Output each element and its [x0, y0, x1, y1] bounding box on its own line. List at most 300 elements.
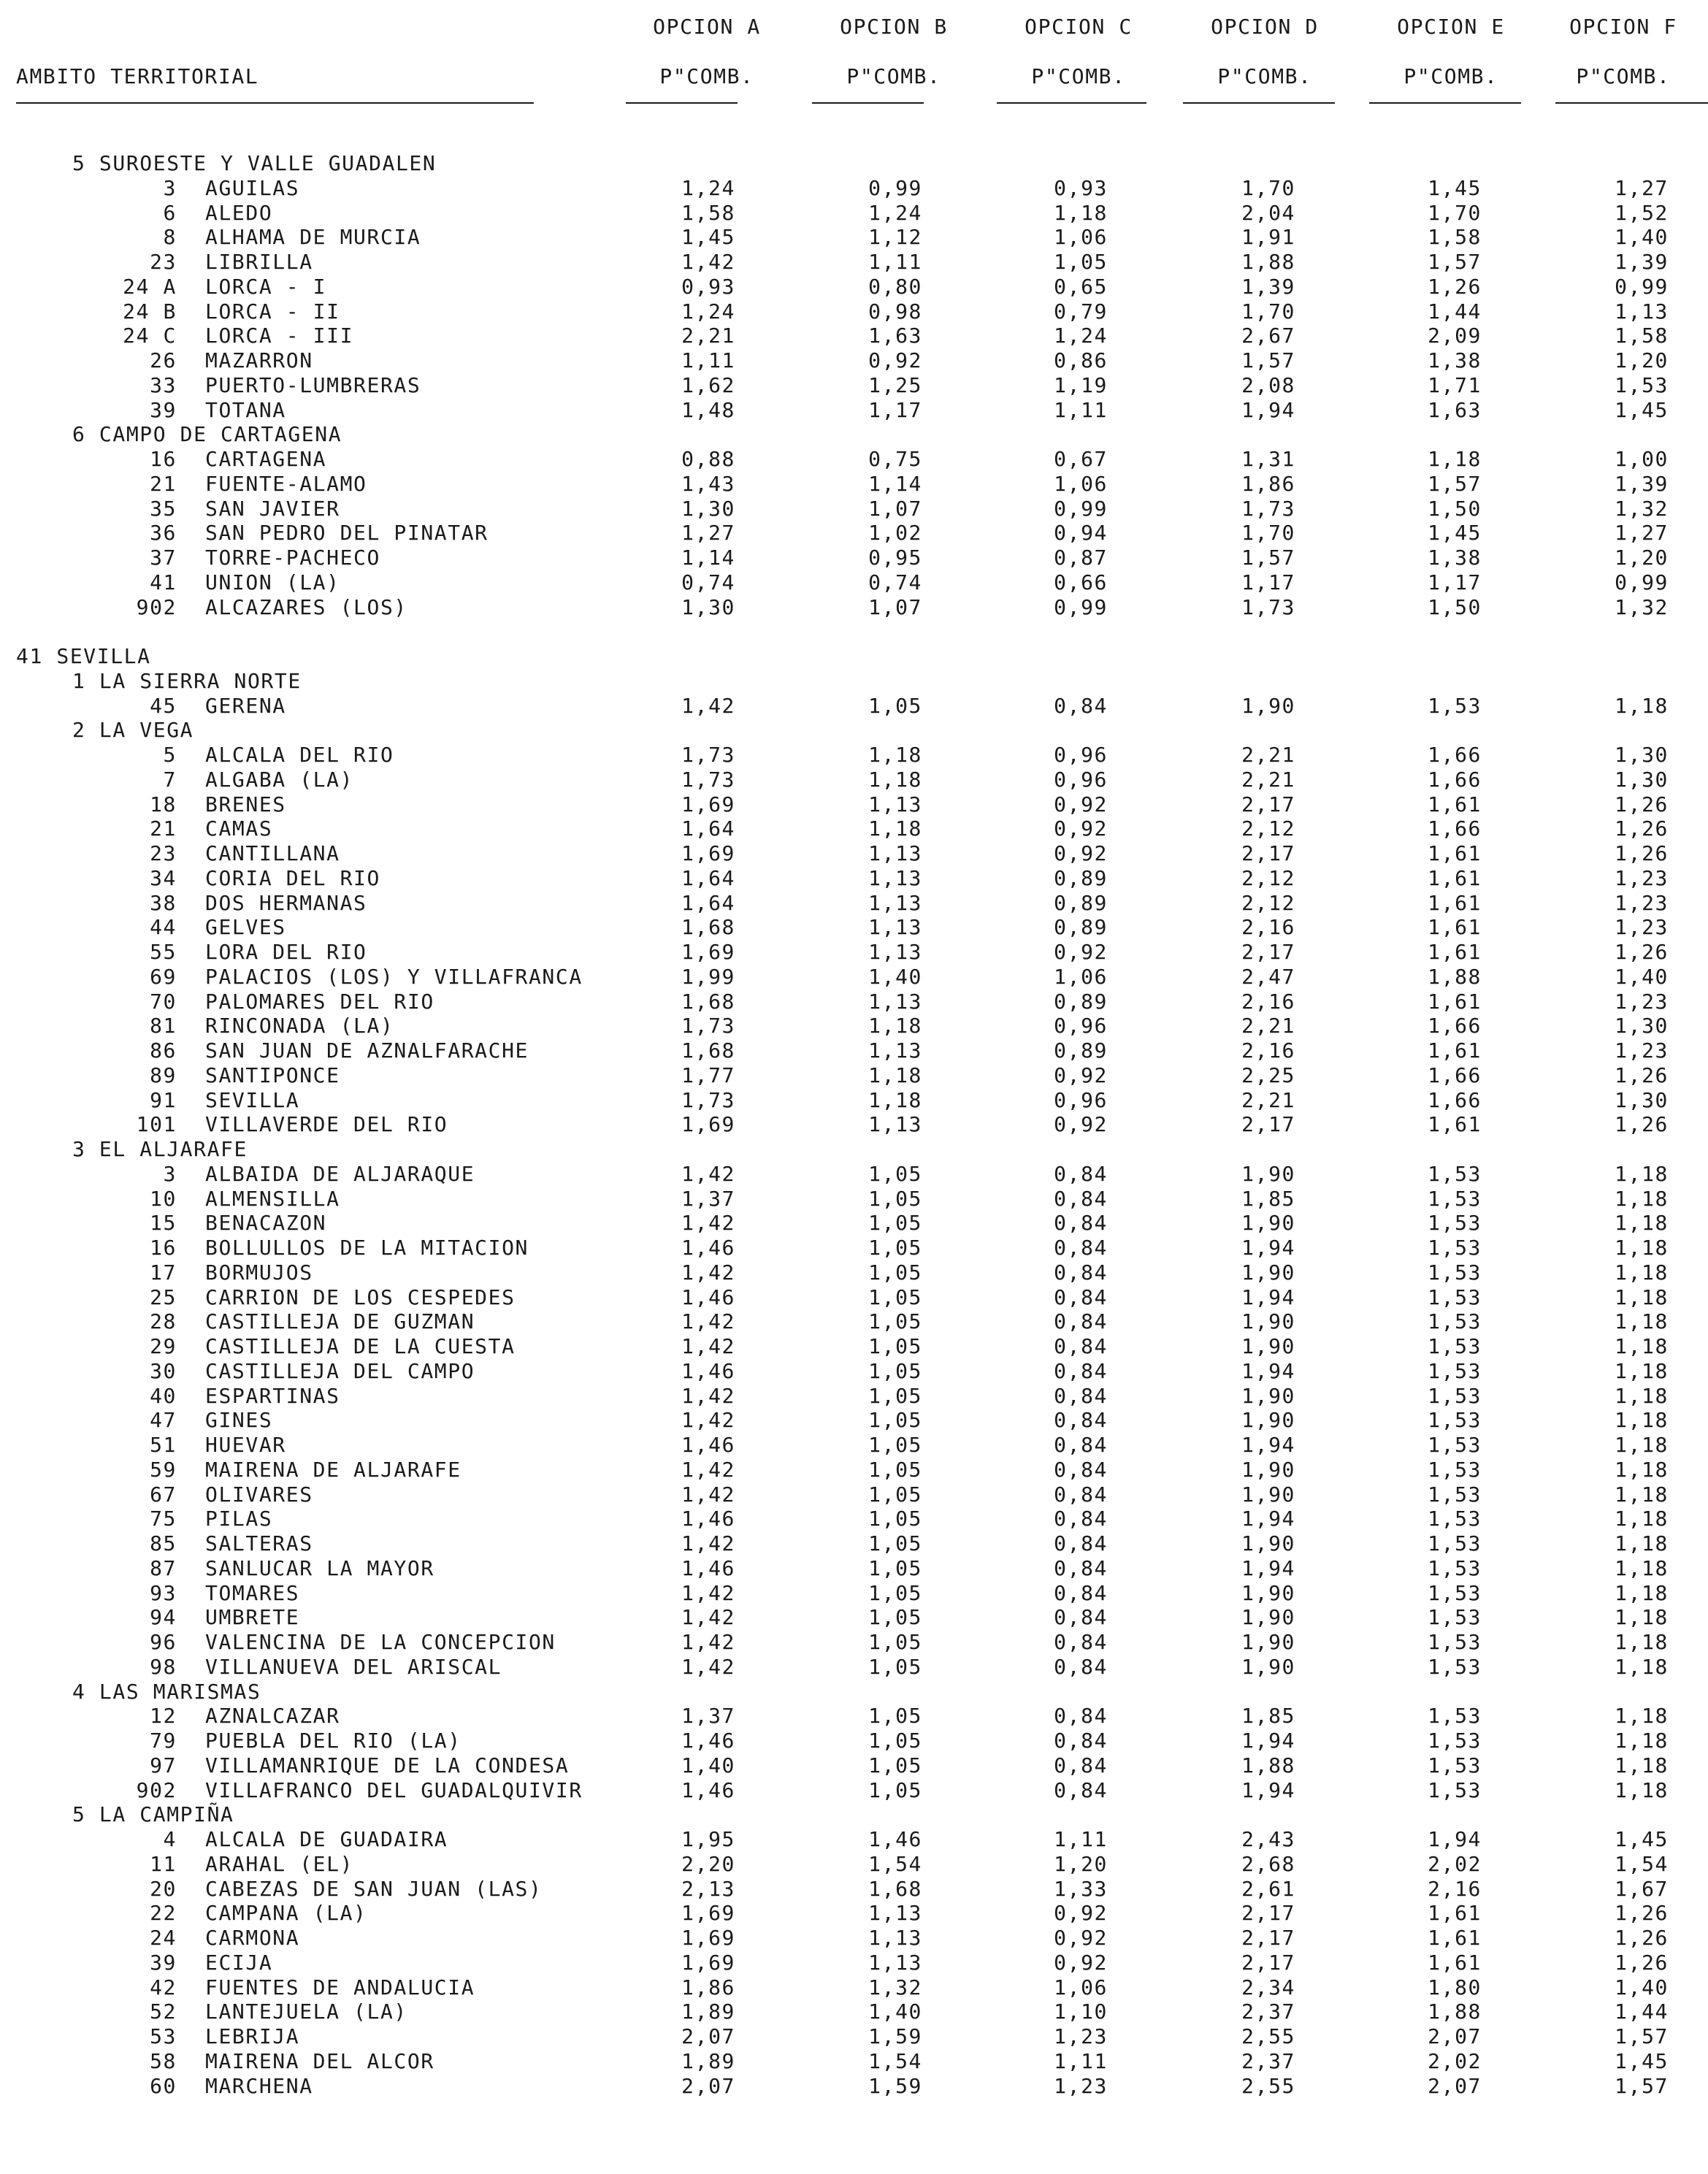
value-option-e: 1,17 — [1428, 570, 1482, 594]
municipality-code: 44 — [150, 915, 177, 939]
comarca-heading: 4 LAS MARISMAS — [72, 1680, 261, 1704]
value-option-f: 1,32 — [1615, 595, 1669, 619]
value-option-d: 2,21 — [1241, 1088, 1295, 1112]
municipality-name: PALOMARES DEL RIO — [205, 990, 434, 1014]
value-option-c: 0,99 — [1054, 595, 1108, 619]
value-option-e: 1,57 — [1428, 250, 1482, 274]
municipality-code: 24 A — [123, 275, 177, 299]
value-option-b: 1,05 — [868, 1531, 922, 1555]
municipality-name: ALCAZARES (LOS) — [205, 595, 407, 619]
value-option-c: 0,84 — [1054, 1384, 1108, 1408]
value-option-a: 1,42 — [681, 1334, 735, 1358]
value-option-e: 1,57 — [1428, 472, 1482, 496]
value-option-b: 1,13 — [868, 792, 922, 816]
value-option-a: 1,64 — [681, 866, 735, 890]
value-option-f: 1,26 — [1615, 1112, 1669, 1136]
value-option-f: 1,26 — [1615, 1951, 1669, 1975]
value-option-e: 1,53 — [1428, 1704, 1482, 1728]
value-option-d: 1,73 — [1241, 595, 1295, 619]
value-option-b: 1,05 — [868, 1630, 922, 1654]
value-option-d: 1,94 — [1241, 1359, 1295, 1383]
value-option-b: 0,98 — [868, 299, 922, 324]
value-option-c: 0,84 — [1054, 1458, 1108, 1482]
col-header-unit: P"COMB. — [1031, 64, 1126, 88]
value-option-c: 0,84 — [1054, 1630, 1108, 1654]
value-option-a: 1,86 — [681, 1975, 735, 1999]
value-option-a: 1,46 — [681, 1729, 735, 1753]
municipality-name: CAMPANA (LA) — [205, 1901, 367, 1925]
municipality-code: 24 C — [123, 324, 177, 348]
value-option-b: 1,25 — [868, 373, 922, 397]
municipality-name: RINCONADA (LA) — [205, 1014, 394, 1038]
value-option-f: 1,40 — [1615, 1975, 1669, 1999]
value-option-d: 1,91 — [1241, 225, 1295, 249]
value-option-c: 0,84 — [1054, 1162, 1108, 1186]
value-option-e: 1,61 — [1428, 1112, 1482, 1136]
value-option-a: 1,69 — [681, 940, 735, 964]
municipality-name: ALHAMA DE MURCIA — [205, 225, 421, 249]
header-divider — [1183, 102, 1335, 104]
value-option-e: 1,88 — [1428, 1999, 1482, 2024]
value-option-d: 1,90 — [1241, 1630, 1295, 1654]
municipality-code: 21 — [150, 816, 177, 841]
value-option-f: 1,57 — [1615, 2074, 1669, 2098]
value-option-f: 1,18 — [1615, 1531, 1669, 1555]
header-divider — [626, 102, 738, 104]
value-option-a: 1,42 — [681, 1581, 735, 1605]
municipality-name: ALMENSILLA — [205, 1187, 340, 1211]
municipality-code: 67 — [150, 1482, 177, 1507]
value-option-f: 1,18 — [1615, 1630, 1669, 1654]
municipality-code: 20 — [150, 1877, 177, 1901]
value-option-e: 1,53 — [1428, 1211, 1482, 1235]
value-option-b: 1,05 — [868, 1359, 922, 1383]
value-option-a: 1,68 — [681, 990, 735, 1014]
value-option-b: 1,05 — [868, 1507, 922, 1531]
value-option-b: 1,24 — [868, 201, 922, 225]
value-option-b: 1,05 — [868, 1334, 922, 1358]
value-option-d: 2,21 — [1241, 768, 1295, 792]
value-option-a: 1,43 — [681, 472, 735, 496]
value-option-d: 2,17 — [1241, 1926, 1295, 1950]
municipality-name: ARAHAL (EL) — [205, 1852, 354, 1876]
value-option-a: 1,73 — [681, 1014, 735, 1038]
value-option-d: 2,68 — [1241, 1852, 1295, 1876]
value-option-d: 2,55 — [1241, 2074, 1295, 2098]
municipality-name: CARMONA — [205, 1926, 300, 1950]
value-option-c: 0,66 — [1054, 570, 1108, 594]
municipality-name: CANTILLANA — [205, 841, 340, 865]
municipality-code: 23 — [150, 841, 177, 865]
municipality-code: 40 — [150, 1384, 177, 1408]
value-option-c: 0,65 — [1054, 275, 1108, 299]
municipality-name: TORRE-PACHECO — [205, 546, 380, 570]
municipality-name: BRENES — [205, 792, 286, 816]
municipality-code: 89 — [150, 1063, 177, 1087]
value-option-a: 0,93 — [681, 275, 735, 299]
value-option-b: 1,12 — [868, 225, 922, 249]
value-option-d: 1,57 — [1241, 348, 1295, 372]
municipality-code: 7 — [163, 768, 177, 792]
value-option-b: 1,05 — [868, 1729, 922, 1753]
value-option-b: 1,13 — [868, 990, 922, 1014]
value-option-b: 0,92 — [868, 348, 922, 372]
value-option-e: 1,50 — [1428, 497, 1482, 521]
value-option-d: 1,73 — [1241, 497, 1295, 521]
value-option-a: 1,46 — [681, 1778, 735, 1802]
value-option-c: 0,84 — [1054, 1260, 1108, 1285]
value-option-a: 1,77 — [681, 1063, 735, 1087]
municipality-code: 36 — [150, 521, 177, 545]
value-option-e: 2,07 — [1428, 2074, 1482, 2098]
value-option-f: 1,18 — [1615, 1285, 1669, 1309]
value-option-c: 0,84 — [1054, 1285, 1108, 1309]
municipality-code: 86 — [150, 1038, 177, 1063]
municipality-code: 902 — [136, 595, 177, 619]
value-option-f: 1,26 — [1615, 1901, 1669, 1925]
header-divider — [1555, 102, 1708, 104]
value-option-b: 1,05 — [868, 1285, 922, 1309]
value-option-f: 1,18 — [1615, 1384, 1669, 1408]
value-option-b: 1,11 — [868, 250, 922, 274]
value-option-f: 1,20 — [1615, 546, 1669, 570]
value-option-a: 1,73 — [681, 743, 735, 767]
municipality-name: CASTILLEJA DEL CAMPO — [205, 1359, 475, 1383]
value-option-a: 1,69 — [681, 1901, 735, 1925]
value-option-e: 1,66 — [1428, 1063, 1482, 1087]
value-option-c: 0,93 — [1054, 176, 1108, 200]
col-header-option: OPCION D — [1211, 15, 1319, 39]
value-option-e: 1,53 — [1428, 1753, 1482, 1777]
municipality-name: SAN JAVIER — [205, 497, 340, 521]
value-option-f: 1,30 — [1615, 1014, 1669, 1038]
value-option-b: 1,05 — [868, 1260, 922, 1285]
value-option-a: 1,42 — [681, 1531, 735, 1555]
value-option-e: 1,61 — [1428, 866, 1482, 890]
value-option-a: 1,99 — [681, 965, 735, 989]
value-option-a: 1,42 — [681, 1384, 735, 1408]
value-option-b: 1,05 — [868, 1309, 922, 1333]
municipality-code: 79 — [150, 1729, 177, 1753]
value-option-c: 0,87 — [1054, 546, 1108, 570]
municipality-name: UMBRETE — [205, 1605, 300, 1629]
municipality-name: DOS HERMANAS — [205, 891, 367, 915]
value-option-d: 1,94 — [1241, 1507, 1295, 1531]
value-option-f: 1,18 — [1615, 1556, 1669, 1580]
municipality-name: GERENA — [205, 694, 286, 718]
municipality-code: 12 — [150, 1704, 177, 1728]
value-option-f: 1,26 — [1615, 1926, 1669, 1950]
value-option-c: 1,18 — [1054, 201, 1108, 225]
value-option-e: 1,53 — [1428, 1408, 1482, 1432]
municipality-code: 98 — [150, 1655, 177, 1679]
value-option-d: 1,94 — [1241, 1729, 1295, 1753]
value-option-d: 2,17 — [1241, 1901, 1295, 1925]
value-option-d: 2,16 — [1241, 915, 1295, 939]
value-option-b: 1,54 — [868, 2049, 922, 2073]
value-option-f: 1,18 — [1615, 1482, 1669, 1507]
municipality-code: 23 — [150, 250, 177, 274]
value-option-c: 0,84 — [1054, 1531, 1108, 1555]
value-option-a: 1,42 — [681, 1630, 735, 1654]
municipality-code: 16 — [150, 1236, 177, 1260]
municipality-name: SAN JUAN DE AZNALFARACHE — [205, 1038, 529, 1063]
municipality-code: 24 B — [123, 299, 177, 324]
value-option-d: 1,17 — [1241, 570, 1295, 594]
value-option-a: 1,24 — [681, 299, 735, 324]
value-option-d: 1,31 — [1241, 447, 1295, 471]
value-option-c: 0,92 — [1054, 792, 1108, 816]
value-option-a: 1,14 — [681, 546, 735, 570]
comarca-heading: 6 CAMPO DE CARTAGENA — [72, 422, 342, 446]
value-option-f: 1,18 — [1615, 1359, 1669, 1383]
value-option-b: 0,75 — [868, 447, 922, 471]
comarca-heading: 5 LA CAMPIÑA — [72, 1802, 234, 1826]
municipality-name: TOMARES — [205, 1581, 300, 1605]
comarca-heading: 1 LA SIERRA NORTE — [72, 669, 302, 693]
municipality-name: LANTEJUELA (LA) — [205, 1999, 407, 2024]
value-option-e: 1,38 — [1428, 546, 1482, 570]
value-option-f: 1,45 — [1615, 1827, 1669, 1851]
value-option-b: 1,40 — [868, 1999, 922, 2024]
value-option-d: 1,94 — [1241, 1433, 1295, 1457]
value-option-b: 0,80 — [868, 275, 922, 299]
value-option-c: 0,89 — [1054, 915, 1108, 939]
value-option-d: 1,94 — [1241, 1285, 1295, 1309]
municipality-code: 52 — [150, 1999, 177, 2024]
municipality-name: CASTILLEJA DE GUZMAN — [205, 1309, 475, 1333]
municipality-code: 101 — [136, 1112, 177, 1136]
municipality-code: 47 — [150, 1408, 177, 1432]
value-option-d: 1,88 — [1241, 250, 1295, 274]
value-option-e: 1,61 — [1428, 1901, 1482, 1925]
value-option-e: 1,66 — [1428, 743, 1482, 767]
municipality-name: CABEZAS DE SAN JUAN (LAS) — [205, 1877, 543, 1901]
value-option-a: 1,24 — [681, 176, 735, 200]
municipality-code: 60 — [150, 2074, 177, 2098]
value-option-a: 1,42 — [681, 1655, 735, 1679]
value-option-a: 1,89 — [681, 1999, 735, 2024]
municipality-code: 34 — [150, 866, 177, 890]
value-option-a: 1,46 — [681, 1433, 735, 1457]
col-header-option: OPCION B — [840, 15, 948, 39]
value-option-c: 0,84 — [1054, 1704, 1108, 1728]
value-option-d: 2,17 — [1241, 1951, 1295, 1975]
value-option-b: 1,05 — [868, 1605, 922, 1629]
value-option-c: 1,11 — [1054, 398, 1108, 422]
value-option-c: 0,84 — [1054, 1556, 1108, 1580]
value-option-f: 1,26 — [1615, 841, 1669, 865]
municipality-name: SALTERAS — [205, 1531, 313, 1555]
municipality-name: GINES — [205, 1408, 273, 1432]
value-option-f: 1,18 — [1615, 1729, 1669, 1753]
municipality-name: UNION (LA) — [205, 570, 340, 594]
value-option-c: 0,84 — [1054, 1187, 1108, 1211]
value-option-f: 1,18 — [1615, 1408, 1669, 1432]
municipality-code: 35 — [150, 497, 177, 521]
value-option-d: 2,17 — [1241, 792, 1295, 816]
value-option-c: 0,84 — [1054, 1433, 1108, 1457]
col-header-option: OPCION A — [653, 15, 761, 39]
value-option-b: 1,05 — [868, 694, 922, 718]
value-option-b: 1,18 — [868, 816, 922, 841]
value-option-c: 0,84 — [1054, 1655, 1108, 1679]
header-divider — [1369, 102, 1521, 104]
municipality-name: BENACAZON — [205, 1211, 327, 1235]
value-option-b: 1,40 — [868, 965, 922, 989]
municipality-code: 85 — [150, 1531, 177, 1555]
value-option-b: 1,18 — [868, 1014, 922, 1038]
value-option-f: 1,20 — [1615, 348, 1669, 372]
value-option-b: 1,59 — [868, 2074, 922, 2098]
value-option-e: 1,61 — [1428, 1951, 1482, 1975]
col-header-option: OPCION F — [1569, 15, 1677, 39]
value-option-b: 1,13 — [868, 841, 922, 865]
value-option-b: 1,05 — [868, 1384, 922, 1408]
value-option-d: 2,17 — [1241, 940, 1295, 964]
value-option-a: 1,46 — [681, 1285, 735, 1309]
value-option-a: 1,69 — [681, 1112, 735, 1136]
municipality-code: 45 — [150, 694, 177, 718]
value-option-e: 1,53 — [1428, 1630, 1482, 1654]
value-option-a: 2,07 — [681, 2024, 735, 2048]
municipality-name: AZNALCAZAR — [205, 1704, 340, 1728]
value-option-d: 1,88 — [1241, 1753, 1295, 1777]
municipality-name: CORIA DEL RIO — [205, 866, 380, 890]
value-option-c: 1,19 — [1054, 373, 1108, 397]
value-option-f: 1,30 — [1615, 1088, 1669, 1112]
value-option-c: 1,20 — [1054, 1852, 1108, 1876]
value-option-c: 0,84 — [1054, 1334, 1108, 1358]
value-option-c: 0,84 — [1054, 1778, 1108, 1802]
value-option-b: 1,18 — [868, 1088, 922, 1112]
municipality-name: LORCA - III — [205, 324, 354, 348]
value-option-a: 1,27 — [681, 521, 735, 545]
value-option-d: 2,47 — [1241, 965, 1295, 989]
municipality-name: ALCALA DEL RIO — [205, 743, 394, 767]
municipality-name: CARTAGENA — [205, 447, 327, 471]
header-divider — [16, 102, 534, 104]
value-option-e: 1,80 — [1428, 1975, 1482, 1999]
value-option-a: 1,58 — [681, 201, 735, 225]
value-option-b: 1,13 — [868, 1112, 922, 1136]
value-option-f: 1,18 — [1615, 1655, 1669, 1679]
value-option-d: 1,86 — [1241, 472, 1295, 496]
value-option-c: 0,84 — [1054, 694, 1108, 718]
municipality-code: 28 — [150, 1309, 177, 1333]
value-option-e: 1,61 — [1428, 940, 1482, 964]
value-option-d: 2,12 — [1241, 866, 1295, 890]
value-option-e: 2,07 — [1428, 2024, 1482, 2048]
value-option-e: 1,61 — [1428, 990, 1482, 1014]
comarca-heading: 2 LA VEGA — [72, 718, 194, 742]
value-option-f: 1,18 — [1615, 1778, 1669, 1802]
value-option-a: 1,89 — [681, 2049, 735, 2073]
municipality-code: 38 — [150, 891, 177, 915]
municipality-name: MARCHENA — [205, 2074, 313, 2098]
municipality-code: 39 — [150, 398, 177, 422]
value-option-c: 0,84 — [1054, 1211, 1108, 1235]
comarca-heading: 5 SUROESTE Y VALLE GUADALEN — [72, 151, 437, 175]
value-option-b: 1,05 — [868, 1753, 922, 1777]
value-option-b: 1,54 — [868, 1852, 922, 1876]
value-option-d: 1,90 — [1241, 1458, 1295, 1482]
col-header-unit: P"COMB. — [846, 64, 941, 88]
value-option-e: 1,44 — [1428, 299, 1482, 324]
value-option-f: 1,54 — [1615, 1852, 1669, 1876]
value-option-a: 1,42 — [681, 250, 735, 274]
value-option-b: 0,74 — [868, 570, 922, 594]
value-option-e: 1,61 — [1428, 915, 1482, 939]
value-option-d: 1,90 — [1241, 694, 1295, 718]
value-option-f: 0,99 — [1615, 570, 1669, 594]
municipality-name: LIBRILLA — [205, 250, 313, 274]
municipality-code: 11 — [150, 1852, 177, 1876]
value-option-d: 2,25 — [1241, 1063, 1295, 1087]
value-option-a: 1,46 — [681, 1359, 735, 1383]
value-option-d: 1,90 — [1241, 1531, 1295, 1555]
value-option-d: 1,85 — [1241, 1704, 1295, 1728]
value-option-e: 1,61 — [1428, 1038, 1482, 1063]
value-option-c: 1,06 — [1054, 225, 1108, 249]
value-option-f: 1,23 — [1615, 866, 1669, 890]
value-option-d: 1,90 — [1241, 1309, 1295, 1333]
value-option-e: 1,53 — [1428, 1729, 1482, 1753]
municipality-code: 30 — [150, 1359, 177, 1383]
value-option-a: 1,45 — [681, 225, 735, 249]
value-option-e: 1,53 — [1428, 1162, 1482, 1186]
municipality-name: PALACIOS (LOS) Y VILLAFRANCA — [205, 965, 583, 989]
value-option-c: 0,92 — [1054, 940, 1108, 964]
value-option-e: 1,26 — [1428, 275, 1482, 299]
municipality-code: 16 — [150, 447, 177, 471]
value-option-a: 1,42 — [681, 1162, 735, 1186]
value-option-d: 1,90 — [1241, 1384, 1295, 1408]
value-option-d: 1,94 — [1241, 1236, 1295, 1260]
value-option-c: 1,23 — [1054, 2024, 1108, 2048]
municipality-name: MAIRENA DEL ALCOR — [205, 2049, 434, 2073]
municipality-name: AGUILAS — [205, 176, 300, 200]
municipality-name: ESPARTINAS — [205, 1384, 340, 1408]
value-option-d: 1,90 — [1241, 1334, 1295, 1358]
value-option-f: 1,45 — [1615, 2049, 1669, 2073]
municipality-name: ALBAIDA DE ALJARAQUE — [205, 1162, 475, 1186]
value-option-e: 1,53 — [1428, 1236, 1482, 1260]
value-option-f: 1,18 — [1615, 1309, 1669, 1333]
value-option-b: 1,05 — [868, 1211, 922, 1235]
value-option-d: 2,08 — [1241, 373, 1295, 397]
value-option-f: 1,45 — [1615, 398, 1669, 422]
value-option-a: 1,42 — [681, 1309, 735, 1333]
municipality-name: LORA DEL RIO — [205, 940, 367, 964]
value-option-f: 1,57 — [1615, 2024, 1669, 2048]
municipality-name: VILLAVERDE DEL RIO — [205, 1112, 448, 1136]
municipality-code: 75 — [150, 1507, 177, 1531]
value-option-c: 0,96 — [1054, 768, 1108, 792]
municipality-code: 58 — [150, 2049, 177, 2073]
municipality-code: 902 — [136, 1778, 177, 1802]
value-option-e: 1,53 — [1428, 1334, 1482, 1358]
value-option-d: 2,34 — [1241, 1975, 1295, 1999]
header-divider — [812, 102, 924, 104]
value-option-f: 1,18 — [1615, 1581, 1669, 1605]
value-option-b: 1,05 — [868, 1408, 922, 1432]
value-option-a: 1,73 — [681, 1088, 735, 1112]
value-option-b: 1,63 — [868, 324, 922, 348]
value-option-a: 2,20 — [681, 1852, 735, 1876]
value-option-d: 2,37 — [1241, 2049, 1295, 2073]
municipality-name: CAMAS — [205, 816, 273, 841]
